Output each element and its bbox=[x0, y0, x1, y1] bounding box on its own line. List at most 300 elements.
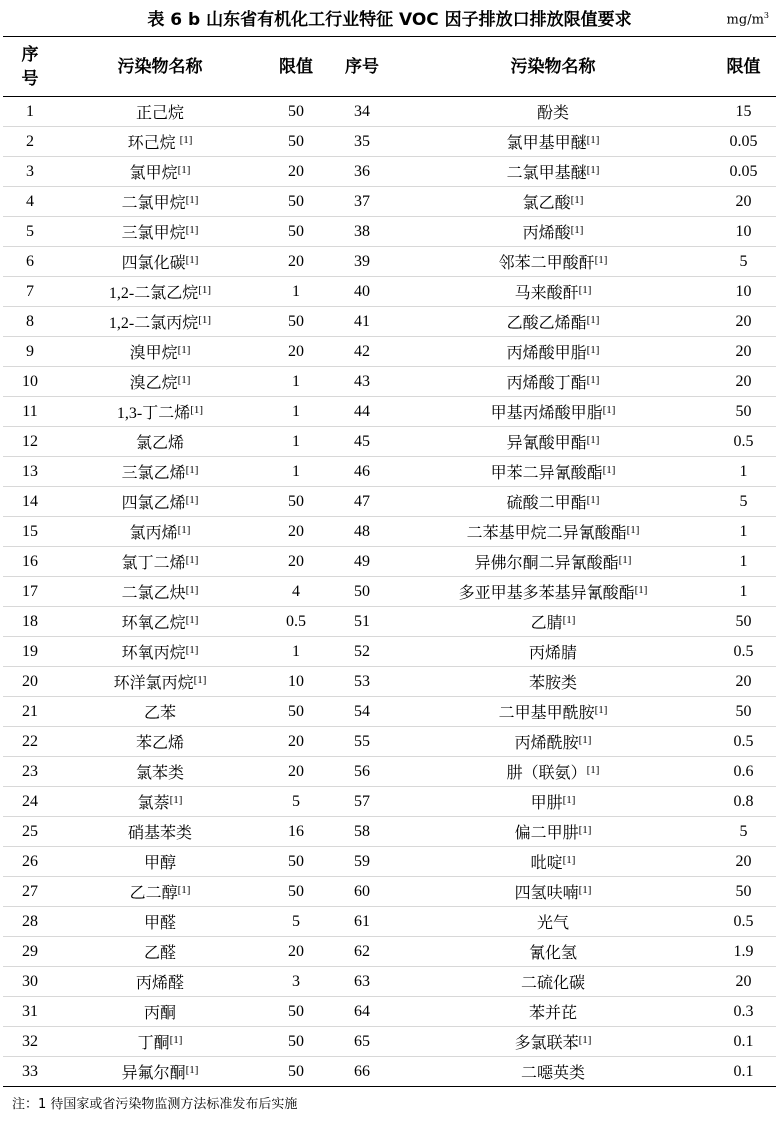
limit-right: 0.3 bbox=[711, 997, 776, 1027]
pollutant-name: 四氯乙烯 bbox=[121, 495, 186, 512]
table-header bbox=[3, 37, 776, 97]
footnote-ref: [1] bbox=[586, 434, 600, 446]
col-header-serial-left: 序号 bbox=[3, 37, 57, 97]
serial-left: 22 bbox=[3, 727, 57, 757]
footnote-ref: [1] bbox=[193, 674, 207, 686]
limit-left: 50 bbox=[263, 697, 329, 727]
table-row bbox=[3, 97, 776, 127]
limit-right: 50 bbox=[711, 697, 776, 727]
table-row bbox=[3, 1027, 776, 1057]
footnote-ref: [1] bbox=[185, 464, 199, 476]
pollutant-name: 1,3-丁二烯 bbox=[116, 405, 191, 422]
limit-right: 20 bbox=[711, 307, 776, 337]
table-row bbox=[3, 667, 776, 697]
limit-left: 16 bbox=[263, 817, 329, 847]
footnote-ref: [1] bbox=[578, 884, 592, 896]
pollutant-name: 硫酸二甲酯 bbox=[506, 495, 587, 512]
serial-right: 34 bbox=[329, 97, 395, 127]
pollutant-name: 异氟尔酮 bbox=[121, 1065, 186, 1082]
limit-right: 10 bbox=[711, 277, 776, 307]
pollutant-name: 甲醛 bbox=[143, 915, 176, 932]
serial-right: 58 bbox=[329, 817, 395, 847]
pollutant-left bbox=[57, 697, 263, 727]
limit-left: 20 bbox=[263, 727, 329, 757]
table-row bbox=[3, 337, 776, 367]
pollutant-right bbox=[395, 907, 711, 937]
limit-left: 50 bbox=[263, 97, 329, 127]
header-row bbox=[3, 37, 776, 97]
unit-label bbox=[727, 11, 769, 27]
pollutant-name: 氯甲烷 bbox=[129, 165, 178, 182]
serial-right: 64 bbox=[329, 997, 395, 1027]
footnote-ref: [1] bbox=[594, 254, 608, 266]
footnote-ref: [1] bbox=[185, 494, 199, 506]
pollutant-name: 甲基丙烯酸甲脂 bbox=[490, 405, 603, 422]
pollutant-right bbox=[395, 397, 711, 427]
limit-left: 20 bbox=[263, 517, 329, 547]
table-row bbox=[3, 967, 776, 997]
pollutant-name: 苯并芘 bbox=[528, 1005, 577, 1022]
footnote-ref: [1] bbox=[169, 1034, 183, 1046]
pollutant-name: 丙烯酸 bbox=[522, 225, 571, 242]
pollutant-left bbox=[57, 757, 263, 787]
pollutant-left bbox=[57, 247, 263, 277]
pollutant-right bbox=[395, 787, 711, 817]
pollutant-name: 二氯甲基醚 bbox=[506, 165, 587, 182]
pollutant-name: 丙烯酰胺 bbox=[514, 735, 579, 752]
serial-right: 56 bbox=[329, 757, 395, 787]
pollutant-left bbox=[57, 457, 263, 487]
limit-right: 0.1 bbox=[711, 1027, 776, 1057]
pollutant-name: 吡啶 bbox=[530, 855, 563, 872]
serial-right: 55 bbox=[329, 727, 395, 757]
serial-left: 9 bbox=[3, 337, 57, 367]
pollutant-left bbox=[57, 277, 263, 307]
footnote-ref: [1] bbox=[179, 134, 193, 146]
footnote: 注：1 待国家或省污染物监测方法标准发布后实施 bbox=[12, 1097, 298, 1112]
pollutant-name: 溴甲烷 bbox=[129, 345, 178, 362]
limit-left: 20 bbox=[263, 937, 329, 967]
serial-left: 4 bbox=[3, 187, 57, 217]
limit-left: 20 bbox=[263, 157, 329, 187]
serial-left: 20 bbox=[3, 667, 57, 697]
pollutant-name: 丙酮 bbox=[143, 1005, 176, 1022]
limit-right: 20 bbox=[711, 667, 776, 697]
limit-right: 20 bbox=[711, 367, 776, 397]
table-row bbox=[3, 637, 776, 667]
pollutant-name: 二噁英类 bbox=[520, 1065, 585, 1082]
pollutant-name: 乙腈 bbox=[530, 615, 563, 632]
voc-limits-table bbox=[3, 36, 776, 1087]
serial-left: 17 bbox=[3, 577, 57, 607]
footnote-ref: [1] bbox=[586, 314, 600, 326]
pollutant-name: 溴乙烷 bbox=[129, 375, 178, 392]
footnote-ref: [1] bbox=[185, 194, 199, 206]
table-row bbox=[3, 427, 776, 457]
serial-right: 61 bbox=[329, 907, 395, 937]
pollutant-name: 光气 bbox=[536, 915, 569, 932]
serial-right: 38 bbox=[329, 217, 395, 247]
serial-right: 42 bbox=[329, 337, 395, 367]
pollutant-left bbox=[57, 487, 263, 517]
pollutant-right bbox=[395, 877, 711, 907]
limit-right: 0.5 bbox=[711, 727, 776, 757]
pollutant-right bbox=[395, 157, 711, 187]
pollutant-right bbox=[395, 217, 711, 247]
table-row bbox=[3, 487, 776, 517]
pollutant-left bbox=[57, 97, 263, 127]
pollutant-name: 甲苯二异氰酸酯 bbox=[490, 465, 603, 482]
table-row bbox=[3, 397, 776, 427]
pollutant-left bbox=[57, 577, 263, 607]
pollutant-name: 异佛尔酮二异氰酸酯 bbox=[474, 555, 619, 572]
serial-right: 62 bbox=[329, 937, 395, 967]
serial-left: 30 bbox=[3, 967, 57, 997]
serial-left: 24 bbox=[3, 787, 57, 817]
limit-right: 20 bbox=[711, 337, 776, 367]
footnote-ref: [1] bbox=[562, 854, 576, 866]
pollutant-left bbox=[57, 1027, 263, 1057]
pollutant-name: 乙苯 bbox=[143, 705, 176, 722]
pollutant-left bbox=[57, 517, 263, 547]
pollutant-name: 四氢呋喃 bbox=[514, 885, 579, 902]
pollutant-right bbox=[395, 277, 711, 307]
pollutant-right bbox=[395, 127, 711, 157]
table-row bbox=[3, 907, 776, 937]
serial-right: 57 bbox=[329, 787, 395, 817]
limit-left: 10 bbox=[263, 667, 329, 697]
serial-right: 35 bbox=[329, 127, 395, 157]
pollutant-left bbox=[57, 367, 263, 397]
limit-right: 0.5 bbox=[711, 637, 776, 667]
pollutant-left bbox=[57, 907, 263, 937]
serial-left: 14 bbox=[3, 487, 57, 517]
serial-left: 23 bbox=[3, 757, 57, 787]
pollutant-name: 1,2-二氯丙烷 bbox=[108, 315, 199, 332]
pollutant-name: 氯丙烯 bbox=[129, 525, 178, 542]
serial-left: 1 bbox=[3, 97, 57, 127]
footnote-ref: [1] bbox=[578, 284, 592, 296]
pollutant-right bbox=[395, 517, 711, 547]
limit-right: 0.1 bbox=[733, 1062, 754, 1080]
pollutant-left bbox=[57, 217, 263, 247]
pollutant-name: 氯甲基甲醚 bbox=[506, 135, 587, 152]
serial-left: 29 bbox=[3, 937, 57, 967]
limit-right: 0.05 bbox=[711, 157, 776, 187]
pollutant-right bbox=[395, 97, 711, 127]
pollutant-name: 苯胺类 bbox=[528, 675, 577, 692]
pollutant-name: 多亚甲基多苯基异氰酸酯 bbox=[458, 585, 635, 602]
limit-right: 1 bbox=[711, 517, 776, 547]
pollutant-right bbox=[395, 337, 711, 367]
pollutant-name: 二氯乙炔 bbox=[121, 585, 186, 602]
pollutant-left bbox=[57, 667, 263, 697]
serial-left: 5 bbox=[3, 217, 57, 247]
limit-right: 5 bbox=[711, 247, 776, 277]
footnote-ref: [1] bbox=[185, 254, 199, 266]
pollutant-name: 马来酸酐 bbox=[514, 285, 579, 302]
table-row bbox=[3, 217, 776, 247]
serial-right: 60 bbox=[329, 877, 395, 907]
limit-left: 1 bbox=[263, 397, 329, 427]
limit-left: 50 bbox=[263, 187, 329, 217]
limit-right: 20 bbox=[711, 967, 776, 997]
pollutant-name: 二苯基甲烷二异氰酸酯 bbox=[466, 525, 627, 542]
limit-left: 1 bbox=[263, 427, 329, 457]
pollutant-left bbox=[57, 1057, 263, 1087]
table-row bbox=[3, 277, 776, 307]
serial-left: 7 bbox=[3, 277, 57, 307]
pollutant-name: 邻苯二甲酸酐 bbox=[498, 255, 595, 272]
table-row bbox=[3, 847, 776, 877]
footnote-ref: [1] bbox=[562, 614, 576, 626]
pollutant-name: 酚类 bbox=[536, 105, 569, 122]
footnote-ref: [1] bbox=[586, 134, 600, 146]
serial-left: 8 bbox=[3, 307, 57, 337]
serial-left: 10 bbox=[3, 367, 57, 397]
limit-right: 0.8 bbox=[711, 787, 776, 817]
pollutant-left bbox=[57, 967, 263, 997]
limit-left: 50 bbox=[263, 847, 329, 877]
serial-left: 31 bbox=[3, 997, 57, 1027]
pollutant-name: 丁酮 bbox=[137, 1035, 170, 1052]
serial-right: 44 bbox=[329, 397, 395, 427]
limit-left: 1 bbox=[263, 637, 329, 667]
limit-right: 0.6 bbox=[711, 757, 776, 787]
footnote-ref: [1] bbox=[198, 284, 212, 296]
pollutant-left bbox=[57, 397, 263, 427]
footnote-ref: [1] bbox=[198, 314, 212, 326]
limit-left: 5 bbox=[263, 907, 329, 937]
pollutant-right bbox=[395, 427, 711, 457]
table-title: 表 6 b 山东省有机化工行业特征 VOC 因子排放口排放限值要求 bbox=[147, 10, 632, 30]
footnote-ref: [1] bbox=[185, 554, 199, 566]
serial-left: 3 bbox=[3, 157, 57, 187]
pollutant-name: 甲醇 bbox=[143, 855, 176, 872]
pollutant-right bbox=[395, 697, 711, 727]
footnote-ref: [1] bbox=[586, 374, 600, 386]
footnote-ref: [1] bbox=[602, 404, 616, 416]
pollutant-right bbox=[395, 487, 711, 517]
serial-right: 53 bbox=[329, 667, 395, 697]
footnote-ref: [1] bbox=[177, 374, 191, 386]
serial-left: 25 bbox=[3, 817, 57, 847]
serial-right: 47 bbox=[329, 487, 395, 517]
serial-right: 66 bbox=[354, 1062, 370, 1080]
limit-right: 15 bbox=[711, 97, 776, 127]
table-row bbox=[3, 607, 776, 637]
table-row bbox=[3, 697, 776, 727]
pollutant-name: 三氯甲烷 bbox=[121, 225, 186, 242]
serial-left: 26 bbox=[3, 847, 57, 877]
pollutant-name: 环己烷 bbox=[127, 135, 180, 152]
pollutant-left bbox=[57, 607, 263, 637]
pollutant-name: 二氯甲烷 bbox=[121, 195, 186, 212]
col-header-serial-right: 序号 bbox=[329, 37, 395, 97]
serial-left: 2 bbox=[3, 127, 57, 157]
limit-left: 20 bbox=[263, 547, 329, 577]
footnote-ref: [1] bbox=[586, 344, 600, 356]
pollutant-name: 异氰酸甲酯 bbox=[506, 435, 587, 452]
footnote-ref: [1] bbox=[618, 554, 632, 566]
limit-left: 4 bbox=[263, 577, 329, 607]
footnote-ref: [1] bbox=[177, 524, 191, 536]
limit-left: 1 bbox=[263, 457, 329, 487]
serial-right: 63 bbox=[329, 967, 395, 997]
table-row bbox=[3, 817, 776, 847]
pollutant-left bbox=[57, 127, 263, 157]
limit-right: 5 bbox=[711, 487, 776, 517]
col-header-limit-right: 限值 bbox=[711, 37, 776, 97]
limit-right: 20 bbox=[711, 847, 776, 877]
footnote-ref: [1] bbox=[185, 644, 199, 656]
limit-right: 50 bbox=[711, 607, 776, 637]
limit-left: 50 bbox=[263, 127, 329, 157]
limit-right: 0.5 bbox=[711, 907, 776, 937]
table-row bbox=[3, 157, 776, 187]
pollutant-right bbox=[395, 637, 711, 667]
limit-left: 1 bbox=[263, 277, 329, 307]
pollutant-name: 乙醛 bbox=[143, 945, 176, 962]
pollutant-name: 氯乙烯 bbox=[135, 435, 184, 452]
pollutant-right bbox=[395, 577, 711, 607]
pollutant-name: 肼（联氨） bbox=[506, 765, 587, 782]
col-header-pollutant-right: 污染物名称 bbox=[395, 37, 711, 97]
pollutant-left bbox=[57, 877, 263, 907]
table-row bbox=[3, 877, 776, 907]
limit-right: 5 bbox=[711, 817, 776, 847]
serial-right: 65 bbox=[329, 1027, 395, 1057]
pollutant-name: 甲肼 bbox=[530, 795, 563, 812]
footnote-ref: [1] bbox=[586, 164, 600, 176]
pollutant-name: 正己烷 bbox=[135, 105, 184, 122]
serial-left: 15 bbox=[3, 517, 57, 547]
serial-right: 39 bbox=[329, 247, 395, 277]
pollutant-name: 丙烯酸丁酯 bbox=[506, 375, 587, 392]
pollutant-right bbox=[395, 847, 711, 877]
limit-right: 50 bbox=[711, 397, 776, 427]
pollutant-left bbox=[57, 637, 263, 667]
limit-right: 0.5 bbox=[711, 427, 776, 457]
pollutant-left bbox=[57, 427, 263, 457]
pollutant-left bbox=[57, 727, 263, 757]
limit-right: 1 bbox=[711, 457, 776, 487]
table-row bbox=[3, 517, 776, 547]
pollutant-right bbox=[395, 247, 711, 277]
serial-right: 49 bbox=[329, 547, 395, 577]
serial-left: 33 bbox=[22, 1062, 38, 1080]
limit-left: 0.5 bbox=[263, 607, 329, 637]
footnote-ref: [1] bbox=[578, 1034, 592, 1046]
pollutant-right bbox=[395, 187, 711, 217]
limit-left: 50 bbox=[263, 877, 329, 907]
footnote-ref: [1] bbox=[594, 704, 608, 716]
pollutant-name: 丙烯酸甲脂 bbox=[506, 345, 587, 362]
table-row bbox=[3, 127, 776, 157]
pollutant-right bbox=[395, 997, 711, 1027]
footnote-ref: [1] bbox=[177, 164, 191, 176]
table-row bbox=[3, 577, 776, 607]
pollutant-name: 多氯联苯 bbox=[514, 1035, 579, 1052]
pollutant-left bbox=[57, 337, 263, 367]
footnote-ref: [1] bbox=[578, 734, 592, 746]
footnote-ref: [1] bbox=[626, 524, 640, 536]
pollutant-right bbox=[395, 667, 711, 697]
footnote-ref: [1] bbox=[586, 494, 600, 506]
pollutant-name: 丙烯醛 bbox=[135, 975, 184, 992]
pollutant-left bbox=[57, 307, 263, 337]
pollutant-right bbox=[395, 757, 711, 787]
table-row bbox=[3, 247, 776, 277]
pollutant-name: 丙烯腈 bbox=[528, 645, 577, 662]
limit-right: 1 bbox=[711, 577, 776, 607]
table-row bbox=[3, 187, 776, 217]
serial-right: 51 bbox=[329, 607, 395, 637]
pollutant-name: 偏二甲肼 bbox=[514, 825, 579, 842]
pollutant-name: 硝基苯类 bbox=[127, 825, 192, 842]
pollutant-left bbox=[57, 787, 263, 817]
serial-left: 19 bbox=[3, 637, 57, 667]
pollutant-left bbox=[57, 997, 263, 1027]
footnote-ref: [1] bbox=[185, 224, 199, 236]
limit-left: 20 bbox=[263, 337, 329, 367]
serial-right: 37 bbox=[329, 187, 395, 217]
serial-left: 28 bbox=[3, 907, 57, 937]
footnote-ref: [1] bbox=[586, 764, 600, 776]
pollutant-right bbox=[395, 307, 711, 337]
footnote-ref: [1] bbox=[185, 614, 199, 626]
limit-right: 1.9 bbox=[711, 937, 776, 967]
serial-left: 21 bbox=[3, 697, 57, 727]
pollutant-name: 二硫化碳 bbox=[520, 975, 585, 992]
limit-left: 20 bbox=[263, 247, 329, 277]
table-row bbox=[3, 1057, 776, 1087]
serial-right: 54 bbox=[329, 697, 395, 727]
pollutant-right bbox=[395, 937, 711, 967]
table-body bbox=[3, 97, 776, 1087]
table-row bbox=[3, 367, 776, 397]
pollutant-left bbox=[57, 547, 263, 577]
pollutant-name: 1,2-二氯乙烷 bbox=[108, 285, 199, 302]
serial-right: 40 bbox=[329, 277, 395, 307]
serial-right: 59 bbox=[329, 847, 395, 877]
footnote-ref: [1] bbox=[570, 194, 584, 206]
pollutant-name: 二甲基甲酰胺 bbox=[498, 705, 595, 722]
limit-left: 1 bbox=[263, 367, 329, 397]
pollutant-name: 氰化氢 bbox=[528, 945, 577, 962]
pollutant-name: 氯苯类 bbox=[135, 765, 184, 782]
serial-left: 32 bbox=[3, 1027, 57, 1057]
serial-left: 11 bbox=[3, 397, 57, 427]
pollutant-name: 环氧丙烷 bbox=[121, 645, 186, 662]
pollutant-name: 乙酸乙烯酯 bbox=[506, 315, 587, 332]
serial-right: 36 bbox=[329, 157, 395, 187]
serial-left: 13 bbox=[3, 457, 57, 487]
table-row bbox=[3, 757, 776, 787]
serial-right: 41 bbox=[329, 307, 395, 337]
pollutant-left bbox=[57, 157, 263, 187]
limit-left: 50 bbox=[263, 307, 329, 337]
footnote-ref: [1] bbox=[570, 224, 584, 236]
pollutant-right bbox=[395, 367, 711, 397]
footnote-ref: [1] bbox=[562, 794, 576, 806]
footnote-ref: [1] bbox=[190, 404, 204, 416]
col-header-limit-left: 限值 bbox=[263, 37, 329, 97]
pollutant-name: 氯丁二烯 bbox=[121, 555, 186, 572]
table-row bbox=[3, 457, 776, 487]
pollutant-right bbox=[395, 607, 711, 637]
serial-right: 52 bbox=[329, 637, 395, 667]
